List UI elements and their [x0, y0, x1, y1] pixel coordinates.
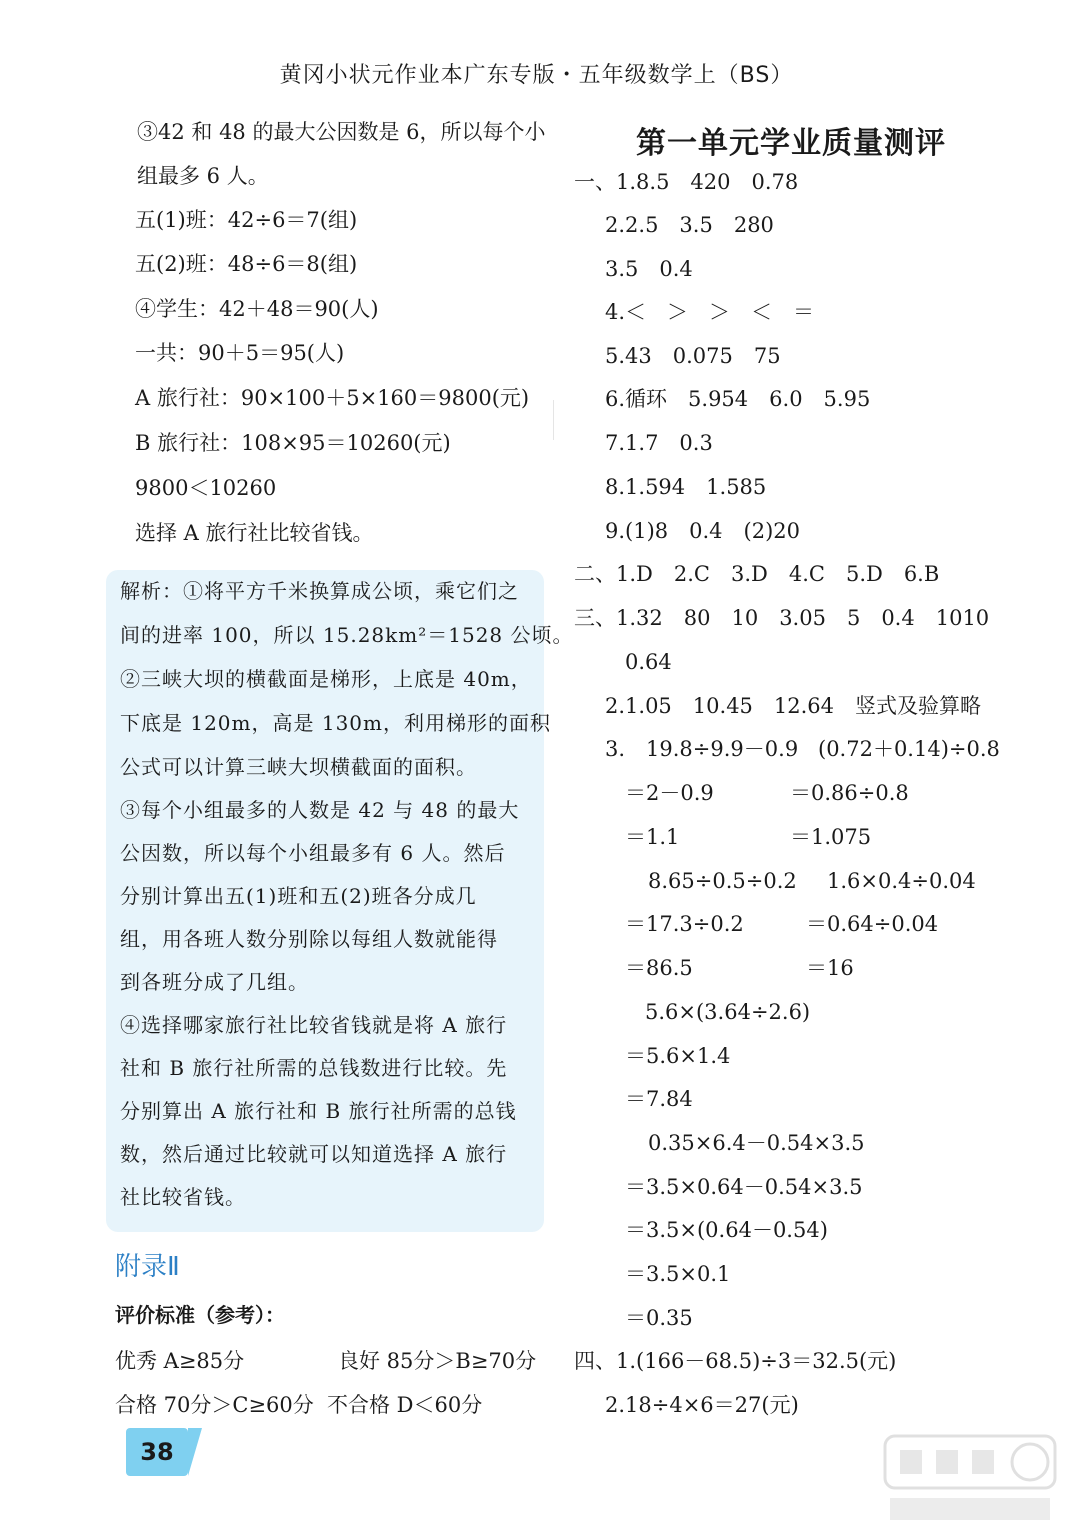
answer-line: 8.65÷0.5÷0.2 — [648, 869, 797, 893]
answer-line: ＝17.3÷0.2 — [625, 912, 744, 936]
left-line: ③42 和 48 的最大公因数是 6，所以每个小 — [137, 120, 546, 144]
answer-line: ＝1.1 — [625, 825, 680, 849]
explanation-line: 公因数，所以每个小组最多有 6 人。然后 — [120, 841, 506, 865]
answer-line: ＝0.86÷0.8 — [790, 781, 909, 805]
answer-line: 1.6×0.4÷0.04 — [827, 869, 976, 893]
criteria-item: 合格 70分＞C≥60分 — [115, 1393, 314, 1417]
answer-line: ＝3.5×0.1 — [625, 1262, 731, 1286]
watermark-logo — [880, 1428, 1060, 1528]
explanation-line: 分别计算出五(1)班和五(2)班各分成几 — [120, 884, 477, 908]
left-line: 五(2)班：48÷6＝8(组) — [135, 252, 358, 276]
answer-line: ＝1.075 — [790, 825, 872, 849]
explanation-line: 到各班分成了几组。 — [120, 970, 309, 994]
answer-line: ＝3.5×(0.64－0.54) — [625, 1218, 828, 1242]
answer-line: 4.＜ ＞ ＞ ＜ ＝ — [605, 300, 815, 324]
answer-line: 9.(1)8 0.4 (2)20 — [605, 519, 801, 543]
answer-line: 0.64 — [625, 650, 672, 674]
page-header: 黄冈小状元作业本广东专版・五年级数学上（BS） — [279, 63, 794, 88]
page-number-tab — [126, 1428, 188, 1476]
left-line: B 旅行社：108×95＝10260(元) — [135, 431, 451, 455]
answer-line: ＝0.35 — [625, 1306, 693, 1330]
left-line: 选择 A 旅行社比较省钱。 — [135, 521, 374, 545]
explanation-line: 分别算出 A 旅行社和 B 旅行社所需的总钱 — [120, 1099, 517, 1123]
criteria-title: 评价标准（参考）： — [115, 1303, 285, 1327]
left-line: 一共：90＋5＝95(人) — [135, 341, 345, 365]
answer-line: ＝16 — [806, 956, 854, 980]
explanation-line: 社比较省钱。 — [120, 1185, 246, 1209]
left-line: 9800＜10260 — [135, 476, 277, 500]
explanation-line: ②三峡大坝的横截面是梯形，上底是 40m， — [120, 667, 532, 691]
answer-line: 四、1.(166－68.5)÷3＝32.5(元) — [574, 1349, 897, 1373]
answer-line: 3.5 0.4 — [605, 257, 693, 281]
explanation-line: 组，用各班人数分别除以每组人数就能得 — [120, 927, 498, 951]
answer-section-title: 第一单元学业质量测评 — [636, 126, 946, 161]
criteria-item: 良好 85分＞B≥70分 — [338, 1349, 537, 1373]
answer-line: ＝3.5×0.64－0.54×3.5 — [625, 1175, 863, 1199]
answer-line: 5.43 0.075 75 — [605, 344, 781, 368]
answer-line: 7.1.7 0.3 — [605, 431, 713, 455]
column-divider — [553, 400, 554, 440]
criteria-item: 不合格 D＜60分 — [327, 1393, 483, 1417]
answer-line: 6.循环 5.954 6.0 5.95 — [605, 387, 871, 411]
answer-line: (0.72＋0.14)÷0.8 — [818, 737, 1000, 761]
answer-line: 0.35×6.4－0.54×3.5 — [648, 1131, 865, 1155]
answer-line: 2.18÷4×6＝27(元) — [605, 1393, 799, 1417]
explanation-line: 间的进率 100，所以 15.28km²＝1528 公顷。 — [120, 623, 574, 647]
criteria-item: 优秀 A≥85分 — [115, 1349, 245, 1373]
answer-line: ＝7.84 — [625, 1087, 693, 1111]
left-line: 组最多 6 人。 — [137, 164, 269, 188]
answer-line: 8.1.594 1.585 — [605, 475, 767, 499]
left-line: ④学生：42＋48＝90(人) — [135, 297, 379, 321]
answer-line: 一、1.8.5 420 0.78 — [574, 170, 799, 194]
answer-line: 5.6×(3.64÷2.6) — [645, 1000, 811, 1024]
answer-line: 2.1.05 10.45 12.64 竖式及验算略 — [605, 694, 982, 718]
left-line: A 旅行社：90×100＋5×160＝9800(元) — [135, 386, 530, 410]
answer-line: 二、1.D 2.C 3.D 4.C 5.D 6.B — [574, 562, 940, 586]
explanation-line: 公式可以计算三峡大坝横截面的面积。 — [120, 755, 477, 779]
answer-line: ＝5.6×1.4 — [625, 1044, 731, 1068]
answer-line: 3. 19.8÷9.9－0.9 — [605, 737, 799, 761]
answer-line: ＝2－0.9 — [625, 781, 714, 805]
explanation-line: 解析：①将平方千米换算成公顷，乘它们之 — [120, 579, 519, 603]
explanation-line: ④选择哪家旅行社比较省钱就是将 A 旅行 — [120, 1013, 508, 1037]
answer-line: ＝86.5 — [625, 956, 693, 980]
answer-line: 2.2.5 3.5 280 — [605, 213, 774, 237]
explanation-line: 数，然后通过比较就可以知道选择 A 旅行 — [120, 1142, 508, 1166]
explanation-line: 社和 B 旅行社所需的总钱数进行比较。先 — [120, 1056, 508, 1080]
explanation-line: ③每个小组最多的人数是 42 与 48 的最大 — [120, 798, 520, 822]
answer-line: 三、1.32 80 10 3.05 5 0.4 1010 — [574, 606, 990, 630]
explanation-line: 下底是 120m，高是 130m，利用梯形的面积 — [120, 711, 551, 735]
page-number: 38 — [140, 1438, 174, 1466]
answer-line: ＝0.64÷0.04 — [806, 912, 939, 936]
left-line: 五(1)班：42÷6＝7(组) — [135, 208, 358, 232]
appendix-title: 附录Ⅱ — [115, 1252, 180, 1282]
